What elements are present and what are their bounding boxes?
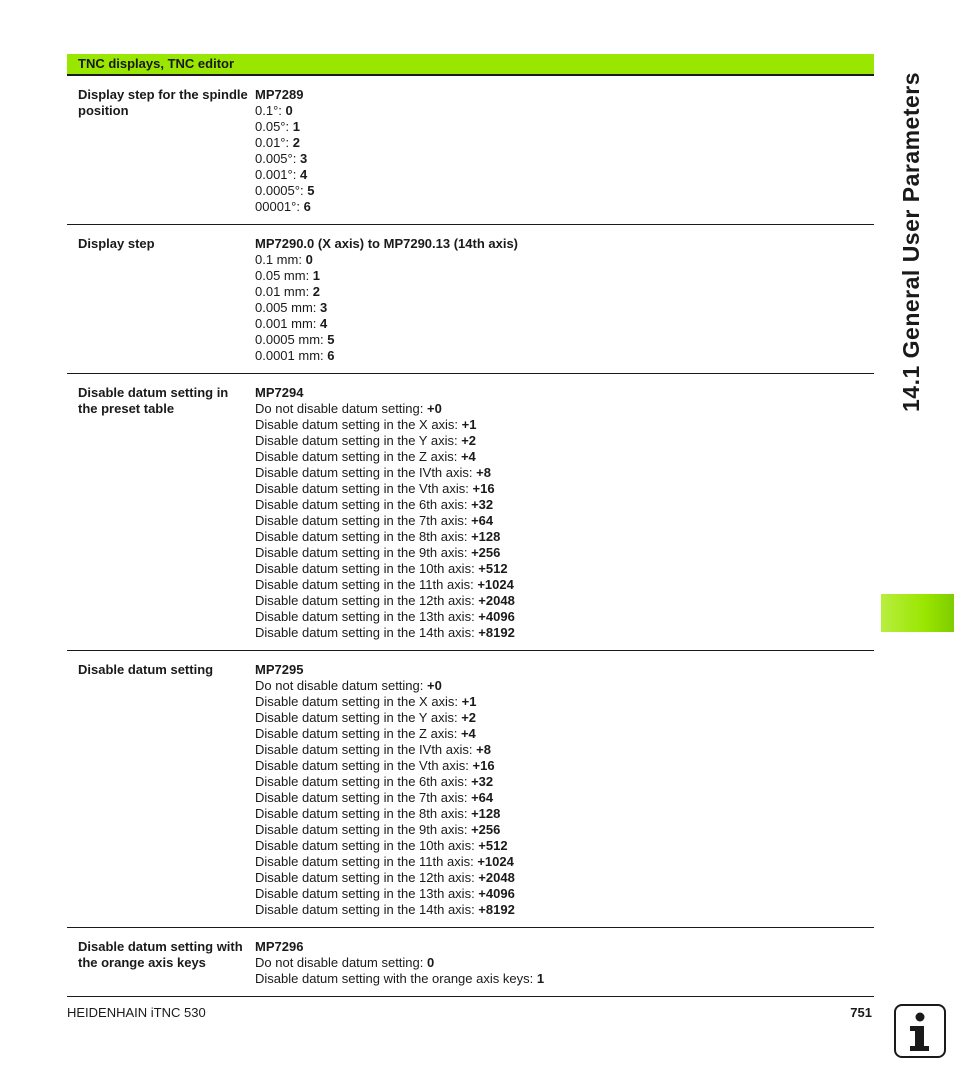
- option-value: +1: [461, 694, 477, 709]
- option-text: Disable datum setting in the Z axis:: [255, 726, 461, 741]
- option-line: [255, 593, 874, 609]
- option-line: [255, 268, 874, 284]
- option-text: 0.05°:: [255, 119, 293, 134]
- option-line: [255, 726, 874, 742]
- option-line: [255, 758, 874, 774]
- option-value: +4096: [478, 609, 515, 624]
- option-value: +1: [461, 417, 477, 432]
- option-value: +8192: [478, 902, 515, 917]
- row-content: [255, 87, 874, 215]
- info-icon: [894, 1004, 946, 1058]
- option-value: 0: [285, 103, 293, 118]
- option-value: +256: [471, 545, 501, 560]
- option-line: [255, 902, 874, 918]
- option-line: [255, 806, 874, 822]
- option-line: [255, 955, 874, 971]
- option-value: 3: [299, 151, 308, 166]
- option-line: [255, 119, 874, 135]
- parameter-name: MP7289: [255, 87, 304, 102]
- option-value: 5: [327, 332, 335, 347]
- option-value: +64: [471, 513, 494, 528]
- option-line: [255, 481, 874, 497]
- option-value: +4: [460, 449, 476, 464]
- row-content: [255, 662, 874, 918]
- option-text: Disable datum setting in the 9th axis:: [255, 545, 472, 560]
- option-value: +0: [427, 678, 442, 693]
- row-label: Disable datum setting with the orange axis keys: [78, 939, 243, 970]
- option-text: 0.005 mm:: [255, 300, 321, 315]
- option-line: [255, 332, 874, 348]
- option-line: [255, 417, 874, 433]
- option-value: +128: [471, 529, 501, 544]
- table-row: [67, 76, 874, 225]
- page-number: 751: [850, 1005, 872, 1020]
- option-value: +128: [471, 806, 501, 821]
- option-text: 0.0005°:: [255, 183, 308, 198]
- option-text: Disable datum setting in the 6th axis:: [255, 774, 472, 789]
- option-value: +4: [460, 726, 476, 741]
- option-value: +512: [478, 561, 508, 576]
- option-line: [255, 465, 874, 481]
- option-value: 2: [312, 284, 321, 299]
- table-row: [67, 928, 874, 997]
- option-text: Disable datum setting in the 13th axis:: [255, 886, 479, 901]
- footer-product: HEIDENHAIN iTNC 530: [67, 1005, 206, 1020]
- row-label: Disable datum setting in the preset table: [78, 385, 229, 416]
- option-text: Disable datum setting in the X axis:: [255, 694, 462, 709]
- option-line: [255, 790, 874, 806]
- row-label: Disable datum setting: [78, 662, 214, 677]
- option-text: 0.1°:: [255, 103, 286, 118]
- option-line: [255, 401, 874, 417]
- option-value: 0: [427, 955, 435, 970]
- option-line: [255, 609, 874, 625]
- option-text: Disable datum setting in the 14th axis:: [255, 902, 479, 917]
- option-value: +1024: [477, 854, 514, 869]
- option-line: [255, 316, 874, 332]
- option-line: [255, 625, 874, 641]
- option-line: [255, 678, 874, 694]
- option-line: [255, 710, 874, 726]
- option-line: [255, 545, 874, 561]
- option-line: [255, 433, 874, 449]
- option-text: 00001°:: [255, 199, 304, 214]
- option-text: Disable datum setting in the 12th axis:: [255, 593, 479, 608]
- option-line: [255, 348, 874, 364]
- option-value: +2048: [478, 593, 515, 608]
- option-text: 0.01°:: [255, 135, 293, 150]
- option-line: [255, 886, 874, 902]
- row-content: [255, 236, 874, 364]
- option-line: [255, 103, 874, 119]
- option-value: 1: [292, 119, 300, 134]
- option-text: Disable datum setting in the 10th axis:: [255, 838, 479, 853]
- option-text: Disable datum setting in the Vth axis:: [255, 481, 473, 496]
- option-line: [255, 774, 874, 790]
- option-text: Disable datum setting in the Vth axis:: [255, 758, 473, 773]
- option-text: Disable datum setting in the IVth axis:: [255, 742, 477, 757]
- parameter-name: MP7294: [255, 385, 304, 400]
- parameter-name: MP7290.0 (X axis) to MP7290.13 (14th axis): [255, 236, 519, 251]
- parameter-table: [67, 54, 874, 997]
- option-value: 3: [320, 300, 328, 315]
- option-line: [255, 167, 874, 183]
- option-line: [255, 971, 874, 987]
- option-line: [255, 135, 874, 151]
- option-line: [255, 838, 874, 854]
- option-text: 0.005°:: [255, 151, 300, 166]
- option-value: 5: [307, 183, 315, 198]
- option-text: 0.0005 mm:: [255, 332, 328, 347]
- option-line: [255, 300, 874, 316]
- chapter-tab: [881, 594, 954, 632]
- option-text: Do not disable datum setting:: [255, 401, 427, 416]
- option-value: 1: [312, 268, 321, 283]
- option-value: 4: [320, 316, 328, 331]
- option-text: Disable datum setting in the Y axis:: [255, 710, 462, 725]
- parameter-name: MP7296: [255, 939, 304, 954]
- option-text: Disable datum setting in the 10th axis:: [255, 561, 479, 576]
- option-text: Disable datum setting in the 11th axis:: [255, 577, 478, 592]
- option-line: [255, 854, 874, 870]
- option-text: Do not disable datum setting:: [255, 678, 427, 693]
- option-value: +256: [471, 822, 501, 837]
- option-text: Disable datum setting in the 8th axis:: [255, 529, 472, 544]
- option-line: [255, 694, 874, 710]
- option-text: Disable datum setting in the 7th axis:: [255, 513, 472, 528]
- option-text: Disable datum setting in the Z axis:: [255, 449, 461, 464]
- option-text: Disable datum setting in the IVth axis:: [255, 465, 477, 480]
- option-value: +4096: [478, 886, 515, 901]
- option-text: 0.0001 mm:: [255, 348, 328, 363]
- option-value: 6: [327, 348, 335, 363]
- option-text: 0.1 mm:: [255, 252, 306, 267]
- option-text: Disable datum setting with the orange axis keys:: [255, 971, 537, 986]
- option-text: 0.01 mm:: [255, 284, 313, 299]
- option-text: Disable datum setting in the 11th axis:: [255, 854, 478, 869]
- row-content: [255, 939, 874, 987]
- row-content: [255, 385, 874, 641]
- option-line: [255, 449, 874, 465]
- table-row: [67, 225, 874, 374]
- option-value: +8: [476, 465, 491, 480]
- option-value: 1: [536, 971, 545, 986]
- option-value: 6: [303, 199, 311, 214]
- option-line: [255, 742, 874, 758]
- option-text: Disable datum setting in the 8th axis:: [255, 806, 472, 821]
- option-value: +2: [461, 710, 477, 725]
- table-row: [67, 374, 874, 651]
- option-line: [255, 561, 874, 577]
- option-text: 0.001 mm:: [255, 316, 321, 331]
- option-text: Disable datum setting in the 6th axis:: [255, 497, 472, 512]
- option-value: +0: [427, 401, 442, 416]
- chapter-title: 14.1 General User Parameters: [898, 71, 924, 412]
- option-value: +2: [461, 433, 477, 448]
- option-value: 0: [305, 252, 313, 267]
- option-text: Do not disable datum setting:: [255, 955, 427, 970]
- option-line: [255, 513, 874, 529]
- option-value: +1024: [477, 577, 514, 592]
- table-body: [67, 76, 874, 997]
- parameter-name: MP7295: [255, 662, 304, 677]
- row-label: Display step for the spindle position: [78, 87, 248, 118]
- option-line: [255, 497, 874, 513]
- row-label: Display step: [78, 236, 155, 251]
- option-value: +8: [476, 742, 491, 757]
- option-value: +16: [472, 758, 495, 773]
- option-text: Disable datum setting in the 13th axis:: [255, 609, 479, 624]
- option-text: 0.05 mm:: [255, 268, 313, 283]
- option-value: +8192: [478, 625, 515, 640]
- option-line: [255, 284, 874, 300]
- option-line: [255, 822, 874, 838]
- option-value: +16: [472, 481, 495, 496]
- option-line: [255, 151, 874, 167]
- option-value: 2: [292, 135, 300, 150]
- option-line: [255, 870, 874, 886]
- option-value: +2048: [478, 870, 515, 885]
- option-line: [255, 577, 874, 593]
- option-value: +32: [471, 774, 494, 789]
- option-value: +32: [471, 497, 494, 512]
- option-text: Disable datum setting in the 14th axis:: [255, 625, 479, 640]
- option-value: +64: [471, 790, 494, 805]
- option-line: [255, 252, 874, 268]
- option-text: 0.001°:: [255, 167, 300, 182]
- option-line: [255, 183, 874, 199]
- option-value: +512: [478, 838, 508, 853]
- option-text: Disable datum setting in the X axis:: [255, 417, 462, 432]
- option-line: [255, 529, 874, 545]
- option-line: [255, 199, 874, 215]
- option-text: Disable datum setting in the 12th axis:: [255, 870, 479, 885]
- table-header: TNC displays, TNC editor: [67, 54, 874, 76]
- option-text: Disable datum setting in the 9th axis:: [255, 822, 472, 837]
- option-text: Disable datum setting in the Y axis:: [255, 433, 462, 448]
- table-row: [67, 651, 874, 928]
- option-value: 4: [299, 167, 308, 182]
- option-text: Disable datum setting in the 7th axis:: [255, 790, 472, 805]
